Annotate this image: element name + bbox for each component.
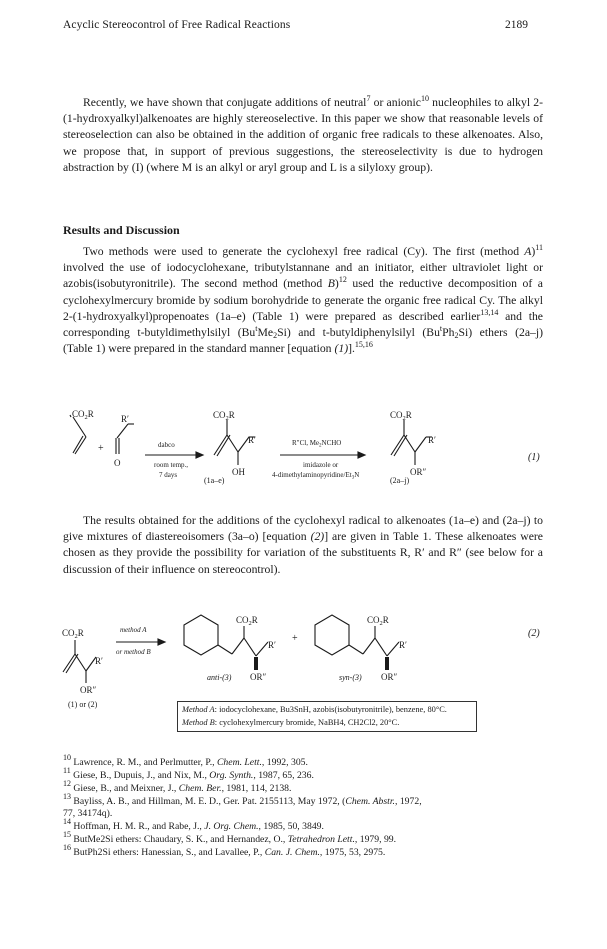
start-co2r: $CO_2R$ — [62, 628, 84, 640]
condition-imidazole: imidazole or — [303, 461, 339, 469]
syn-label: syn-(3) — [339, 673, 362, 682]
condition-time: 7 days — [159, 471, 178, 479]
aldehyde-oxygen: O — [114, 458, 121, 468]
syn-co2r: $CO_2R$ — [367, 615, 389, 627]
anti-r-prime: R′ — [268, 640, 276, 650]
condition-temp: room temp., — [154, 461, 189, 469]
method-b-line: Method B: cyclohexylmercury bromide, NaBH4, CH2Cl2, 20°C. — [182, 718, 400, 727]
label-1a-e: (1a–e) — [204, 476, 225, 485]
methods-paragraph: Two methods were used to generate the cyclohexyl free radical (Cy). The first (method A)$^{11}$ involved the use of iodocyclohexane, tributylstannane and an initiator, either ultraviolet light or azobis(isobutyronitrile). The second method (method B)$^{12}$ used the reductive decomposition of a cyclohexylmercury bromide by sodium borohydride to generate the organic free radical Cy. The alkyl 2-(1-hydroxyalkyl)propenoates (1a–e) (Table 1) were prepared as described earlier$^{13,14}$ and the corresponding t-butyldimethylsilyl $(Bu^tMe_2Si)$ and t-butyldiphenylsilyl $(Bu^tPh_2Si)$ ethers (2a–j) (Table 1) were prepared in the standard manner [equation (1)].$^{15,16}$ — [63, 243, 544, 356]
footnote-13-cont: 77, 34174q). — [63, 808, 113, 819]
start-label: (1) or (2) — [68, 700, 98, 709]
footnote-11: $^{11}$ Giese, B., Dupuis, J., and Nix, M., Org. Synth., 1987, 65, 236. — [63, 766, 314, 781]
section-heading: Results and Discussion — [63, 223, 180, 237]
condition-dmap: $4-dimethylaminopyridine/Et_3N$ — [272, 471, 360, 481]
start-or: OR″ — [80, 685, 97, 695]
syn-r-prime: R′ — [399, 640, 407, 650]
footnote-14: $^{14}$ Hoffman, H. M. R., and Rabe, J., J. Org. Chem., 1985, 50, 3849. — [63, 817, 324, 832]
product2-or: OR″ — [410, 467, 427, 477]
anti-label: anti-(3) — [207, 673, 232, 682]
product1-oh: OH — [232, 467, 245, 477]
methods-box — [177, 701, 477, 732]
anti-or: OR″ — [250, 672, 267, 682]
footnote-16: $^{16}$ ButPh2Si ethers: Hanessian, S., and Lavallee, P., Can. J. Chem., 1975, 53, 2975. — [63, 843, 386, 858]
anti-co2r: $CO_2R$ — [236, 615, 258, 627]
syn-or: OR″ — [381, 672, 398, 682]
reagent-dabco: dabco — [158, 441, 175, 449]
running-header-title: Acyclic Stereocontrol of Free Radical Reactions — [63, 19, 291, 31]
reagent-silyl-chloride: R″Cl, $Me_2NCHO$ — [292, 439, 342, 449]
additions-paragraph: The results obtained for the additions of the cyclohexyl radical to alkenoates (1a–e) and (2a–j) to give mixtures of diastereoisomers (3a–o) [equation (2)] are given in Table 1. These alkenoates were chosen as they provide the possibility for variation of the substituents R, R′ and R″ (see below for a discussion of their influence on stereocontrol). — [63, 514, 543, 576]
method-b-label: or method B — [116, 648, 151, 656]
product1-co2r: $CO_2R$ — [213, 410, 235, 422]
intro-paragraph: Recently, we have shown that conjugate additions of neutral$^7$ or anionic$^{10}$ nucleophiles to alkyl 2-(1-hydroxyalkyl)alkenoates are highly stereoselective. In this paper we show that reasonable levels of stereoselection can also be obtained in the addition of organic free radicals to these alkenoates. Also, we propose that, in support of previous suggestions, the stereoselectivity is due to hydrogen abstraction by (I) (where M is an alkyl or aryl group and L is a silyloxy group). — [63, 94, 543, 174]
equation-number-2: (2) — [528, 628, 540, 639]
start-r-prime: R′ — [95, 656, 103, 666]
plus-sign-2: + — [292, 633, 298, 644]
method-a-line: Method A: iodocyclohexane, Bu3SnH, azobis(isobutyronitrile), benzene, 80°C. — [182, 705, 447, 714]
acrylate-co2r: $CO_2R$ — [72, 409, 94, 421]
product2-co2r: $CO_2R$ — [390, 410, 412, 422]
footnote-12: $^{12}$ Giese, B., and Meixner, J., Chem. Ber., 1981, 114, 2138. — [63, 779, 292, 794]
footnote-10: $^{10}$ Lawrence, R. M., and Perlmutter, P., Chem. Lett., 1992, 305. — [63, 753, 308, 768]
aldehyde-r-prime: R′ — [121, 414, 129, 424]
label-2a-j: (2a–j) — [390, 476, 410, 485]
product1-r-prime: R′ — [248, 435, 256, 445]
product2-r-prime: R′ — [428, 435, 436, 445]
equation-number-1: (1) — [528, 452, 540, 463]
page-number: 2189 — [505, 19, 528, 31]
method-a-label: method A — [120, 626, 147, 634]
footnote-15: $^{15}$ ButMe2Si ethers: Chaudary, S. K., and Hernandez, O., Tetrahedron Lett., 1979, 99. — [63, 830, 397, 845]
plus-sign-1: + — [98, 443, 104, 454]
footnote-13: $^{13}$ Bayliss, A. B., and Hillman, M. E. D., Ger. Pat. 2155113, May 1972, (Chem. Abstr., 1972, — [63, 792, 422, 807]
